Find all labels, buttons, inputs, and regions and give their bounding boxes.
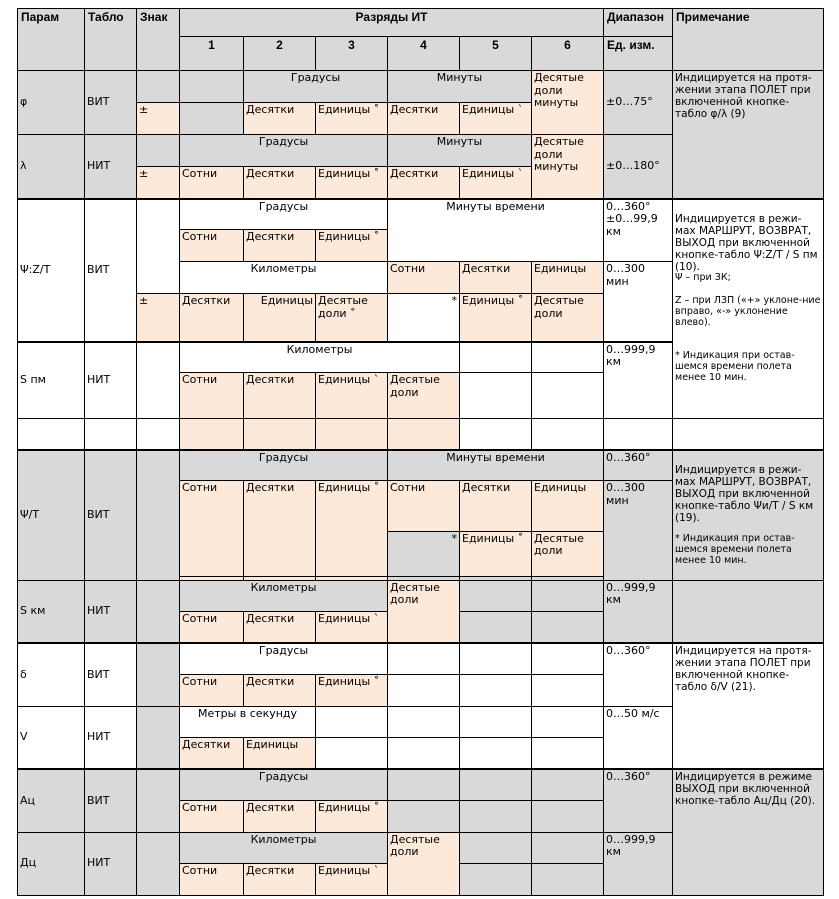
empty-cell — [532, 419, 604, 450]
star-mark: * — [388, 531, 460, 576]
digit-number: 4 — [388, 37, 460, 71]
range-dc: 0…999,9 км — [604, 832, 673, 895]
km-units: Единицы — [244, 294, 316, 342]
time-hundreds: Сотни — [388, 481, 460, 532]
digit-tenths: Десятые доли — [388, 373, 460, 419]
group-degrees: Градусы — [180, 769, 388, 800]
header-razryady: Разряды ИТ — [180, 9, 604, 37]
group-time-minutes: Минуты времени — [388, 199, 604, 262]
km-tenths: Десятые доли ˚ — [316, 294, 388, 342]
empty-cell — [532, 832, 604, 863]
digit-tenths: Десятые доли — [388, 580, 460, 643]
digit-units: Единицы — [244, 737, 316, 769]
sign-cell — [137, 769, 180, 832]
digit-tens: Десятки — [244, 373, 316, 419]
empty-cell — [316, 737, 388, 769]
group-degrees: Градусы — [180, 135, 388, 167]
header-units: Ед. изм. — [604, 37, 673, 71]
note-delta-v: Индицируется на протя-жении этапа ПОЛЕТ при включенной кнопке-табло δ/V (21). — [673, 643, 824, 769]
empty-cell — [532, 863, 604, 895]
note-main: Индицируется в режи-мах МАРШРУТ, ВОЗВРАТ, ВЫХОД при включенной кнопке-табло Ψи/Т / S км (19). — [675, 463, 814, 524]
empty-cell — [388, 643, 460, 674]
time-tens: Десятки — [460, 481, 532, 532]
digit-hundreds: Сотни — [180, 230, 244, 262]
time-tenths: Десятые доли — [532, 531, 604, 576]
empty-cell — [180, 419, 244, 450]
minute-tens: Десятки — [388, 103, 460, 135]
sign-cell — [137, 71, 180, 103]
note-psi-z-t — [673, 199, 824, 419]
tablo-s-pm: НИТ — [85, 342, 137, 419]
note-z: Z – при ЛЗП («+» уклоне-ние вправо, «-» уклонение влево). — [675, 294, 821, 328]
empty-cell — [532, 737, 604, 769]
empty-cell — [532, 342, 604, 373]
time-units: Единицы ˚ — [460, 294, 532, 342]
header-znak: Знак — [137, 9, 180, 71]
group-time-minutes: Минуты времени — [388, 450, 604, 481]
empty-cell — [180, 103, 244, 135]
empty-cell — [532, 674, 604, 706]
range-lambda: ±0…180° — [604, 135, 673, 199]
empty-cell — [460, 373, 532, 419]
note-empty — [673, 580, 824, 643]
digit-tens: Десятки — [244, 481, 316, 577]
digit-tens: Десятки — [244, 230, 316, 262]
empty-cell — [388, 737, 460, 769]
empty-cell — [18, 419, 85, 450]
digit-units: Единицы ˚ — [316, 167, 388, 199]
digit-number: 2 — [244, 37, 316, 71]
empty-cell — [460, 832, 532, 863]
empty-cell — [388, 769, 460, 800]
param-s-km: S км — [18, 580, 85, 643]
note-ac-dc: Индицируется в режиме ВЫХОД при включенной кнопке-табло Ац/Дц (20). — [673, 769, 824, 895]
range-delta: 0…360° — [604, 643, 673, 706]
group-degrees: Градусы — [244, 71, 388, 103]
digit-units: Единицы ˚ — [316, 674, 388, 706]
digit-tens: Десятки — [244, 103, 316, 135]
param-ac: Ац — [18, 769, 85, 832]
header-tablo: Табло — [85, 9, 137, 71]
time-hundreds: Сотни — [388, 262, 460, 294]
tablo-v: НИТ — [85, 706, 137, 769]
digit-tens: Десятки — [244, 167, 316, 199]
range-psi-z: 0…360° ±0…99,9 км — [604, 199, 673, 262]
empty-cell — [532, 611, 604, 643]
digit-units: Единицы ` — [316, 611, 388, 643]
empty-cell — [673, 419, 824, 450]
group-kilometers: Километры — [180, 580, 388, 611]
range-ac: 0…360° — [604, 769, 673, 832]
empty-cell — [460, 419, 532, 450]
group-kilometers: Километры — [180, 342, 460, 373]
empty-cell — [532, 373, 604, 419]
empty-cell — [388, 800, 460, 832]
empty-cell — [316, 706, 388, 737]
param-psi-t: Ψ/Т — [18, 450, 85, 581]
empty-cell — [460, 706, 532, 737]
digit-hundreds: Сотни — [180, 373, 244, 419]
empty-cell — [137, 419, 180, 450]
digit-hundreds: Сотни — [180, 800, 244, 832]
digit-tens: Десятки — [244, 800, 316, 832]
sign-cell — [137, 580, 180, 643]
group-degrees: Градусы — [180, 199, 388, 230]
empty-cell — [460, 800, 532, 832]
empty-cell — [460, 863, 532, 895]
digit-tens: Десятки — [244, 611, 316, 643]
digit-units: Единицы ˚ — [316, 481, 388, 577]
group-degrees: Градусы — [180, 450, 388, 481]
tablo-ac: ВИТ — [85, 769, 137, 832]
range-s-pm: 0…999,9 км — [604, 342, 673, 419]
time-units: Единицы — [532, 262, 604, 294]
empty-cell — [460, 769, 532, 800]
empty-cell — [460, 611, 532, 643]
digit-hundreds: Сотни — [180, 611, 244, 643]
star-mark: * — [388, 294, 460, 342]
empty-cell — [532, 800, 604, 832]
empty-cell — [460, 580, 532, 611]
tablo-delta: ВИТ — [85, 643, 137, 706]
sign-cell — [137, 832, 180, 895]
digit-tenths: Десятые доли — [388, 832, 460, 895]
sign-cell — [137, 706, 180, 769]
digit-tens: Десятки — [244, 674, 316, 706]
digit-units: Единицы ` — [316, 373, 388, 419]
sign-cell — [137, 342, 180, 419]
tablo-dc: НИТ — [85, 832, 137, 895]
range-s-km: 0…999,9 км — [604, 580, 673, 643]
empty-cell — [85, 419, 137, 450]
empty-cell — [532, 580, 604, 611]
empty-cell — [532, 643, 604, 674]
tablo-psi-t: ВИТ — [85, 450, 137, 581]
note-psi: Ψ – при ЗК; — [675, 271, 731, 283]
empty-cell — [532, 769, 604, 800]
digit-tens: Десятки — [180, 737, 244, 769]
empty-cell — [244, 419, 316, 450]
empty-cell — [532, 706, 604, 737]
param-psi-z-t: Ψ:Z/T — [18, 199, 85, 342]
note-main: Индицируется в режи-мах МАРШРУТ, ВОЗВРАТ, ВЫХОД при включенной кнопке-табло Ψ:Z/T / S пм (10). — [675, 212, 818, 273]
group-degrees: Градусы — [180, 643, 388, 674]
sign-cell — [137, 643, 180, 706]
param-v: V — [18, 706, 85, 769]
range-t: 0…300 мин — [604, 481, 673, 581]
param-dc: Дц — [18, 832, 85, 895]
empty-cell — [460, 643, 532, 674]
time-units: Единицы ˚ — [460, 531, 532, 576]
tenths-of-minute: Десятые доли минуты — [532, 135, 604, 199]
empty-cell — [388, 419, 460, 450]
digit-hundreds: Сотни — [180, 481, 244, 577]
sign-plusminus: ± — [137, 103, 180, 135]
param-delta: δ — [18, 643, 85, 706]
empty-cell — [180, 71, 244, 103]
tablo-lambda: НИТ — [85, 135, 137, 199]
tablo-phi: ВИТ — [85, 71, 137, 135]
digit-units: Единицы ˚ — [316, 230, 388, 262]
range-psi-t: 0…300 мин — [604, 262, 673, 342]
empty-cell — [388, 706, 460, 737]
digit-hundreds: Сотни — [180, 863, 244, 895]
digit-number: 3 — [316, 37, 388, 71]
sign-cell — [137, 199, 180, 294]
tenths-of-minute: Десятые доли минуты — [532, 71, 604, 135]
minute-units: Единицы ` — [460, 103, 532, 135]
group-kilometers: Километры — [180, 832, 388, 863]
digit-hundreds: Сотни — [180, 674, 244, 706]
minute-tens: Десятки — [388, 167, 460, 199]
param-s-pm: S пм — [18, 342, 85, 419]
digit-number: 6 — [532, 37, 604, 71]
group-kilometers: Километры — [180, 262, 388, 294]
time-units: Единицы — [532, 481, 604, 532]
time-tenths: Десятые доли — [532, 294, 604, 342]
group-meters-per-second: Метры в секунду — [180, 706, 316, 737]
digit-tens: Десятки — [244, 863, 316, 895]
empty-cell — [460, 674, 532, 706]
group-minutes: Минуты — [388, 71, 532, 103]
header-param: Парам — [18, 9, 85, 71]
param-lambda: λ — [18, 135, 85, 199]
header-primechanie: Примечание — [673, 9, 824, 71]
digit-units: Единицы ˚ — [316, 800, 388, 832]
note-phi-lambda: Индицируется на протя-жении этапа ПОЛЕТ при включенной кнопке-табло φ/λ (9) — [673, 71, 824, 199]
empty-cell — [388, 674, 460, 706]
sign-cell — [137, 135, 180, 167]
group-minutes: Минуты — [388, 135, 532, 167]
note-star: * Индикация при остав-шемся времени полета менее 10 мин. — [675, 349, 795, 383]
minute-units: Единицы ` — [460, 167, 532, 199]
time-tens: Десятки — [460, 262, 532, 294]
empty-cell — [316, 419, 388, 450]
empty-cell — [460, 342, 532, 373]
sign-plusminus: ± — [137, 294, 180, 342]
digit-number: 1 — [180, 37, 244, 71]
param-phi: φ — [18, 71, 85, 135]
digit-units: Единицы ` — [316, 863, 388, 895]
digit-hundreds: Сотни — [180, 167, 244, 199]
tablo-s-km: НИТ — [85, 580, 137, 643]
note-psi-t — [673, 450, 824, 581]
km-tens: Десятки — [180, 294, 244, 342]
range-psi: 0…360° — [604, 450, 673, 481]
sign-plusminus: ± — [137, 167, 180, 199]
digit-units: Единицы ˚ — [316, 103, 388, 135]
range-v: 0…50 м/с — [604, 706, 673, 769]
note-star: * Индикация при остав-шемся времени полета менее 10 мин. — [675, 532, 795, 566]
parameters-table — [17, 8, 824, 896]
sign-cell — [137, 450, 180, 581]
empty-cell — [604, 419, 673, 450]
digit-number: 5 — [460, 37, 532, 71]
empty-cell — [460, 737, 532, 769]
header-diapazon: Диапазон — [604, 9, 673, 37]
range-phi: ±0…75° — [604, 71, 673, 135]
tablo-psi-z-t: ВИТ — [85, 199, 137, 342]
